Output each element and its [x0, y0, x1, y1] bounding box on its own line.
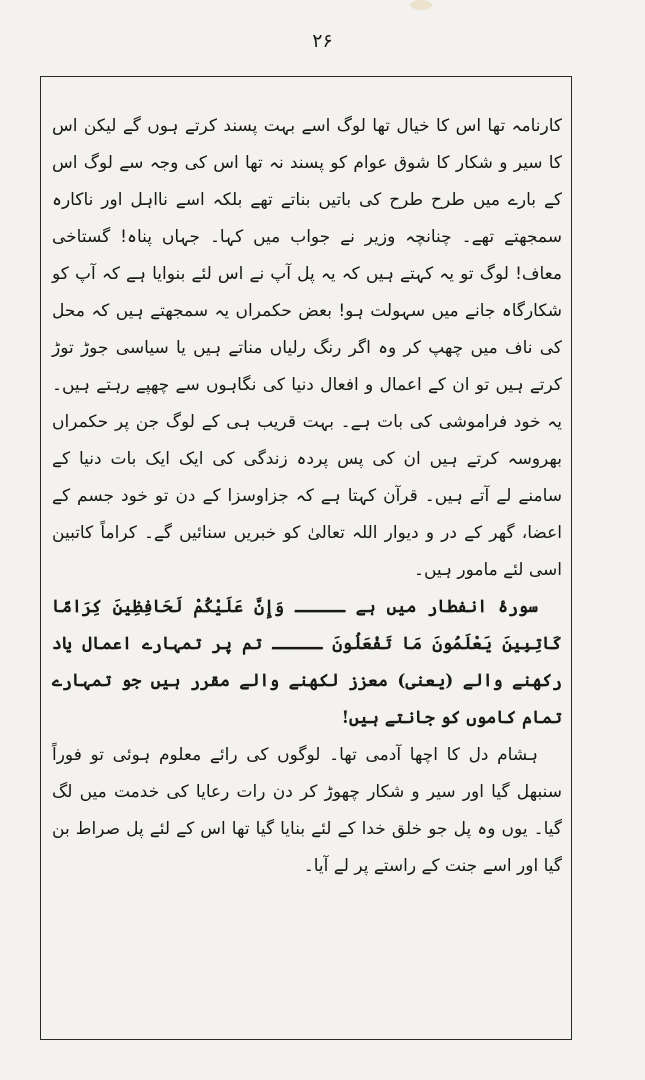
paragraph-1: کارنامہ تھا اس کا خیال تھا لوگ اسے بہت پسند کرتے ہوں گے لیکن اس کا سیر و شکار کا شوق عوام کو پسند نہ تھا اس کی وجہ سے لوگ اس کے بارے میں طرح طرح کی باتیں بناتے تھے بلکہ اسے نااہل اور ناکارہ سمجھتے تھے۔ چنانچہ وزیر نے جواب میں کہا۔ جہاں پناہ! گستاخی معاف! لوگ تو یہ کہتے ہیں کہ یہ پل آپ نے اس لئے بنوایا ہے کہ آپ کو شکارگاہ جانے میں سہولت ہو! بعض حکمراں یہ سمجھتے ہیں کہ محل کی ناف میں چھپ کر وہ اگر رنگ رلیاں مناتے ہیں یا سیاسی جوڑ توڑ کرتے ہیں تو ان کے اعمال و افعال دنیا کی نگاہوں سے چھپے رہتے ہیں۔ یہ خود فراموشی کی بات ہے۔ بہت قریب ہی کے لوگ جن پر حکمراں بھروسہ کرتے ہیں ان کی پس پردہ زندگی کی ایک ایک بات دنیا کے سامنے لے آتے ہیں۔ قرآن کہتا ہے کہ جزاوسزا کے دن تو خود جسم کے اعضا، گھر کے در و دیوار اللہ تعالیٰ کو خبریں سنائیں گے۔ کراماً کاتبین اسی لئے مامور ہیں۔ — [52, 116, 562, 580]
page-number: ۲۶ — [312, 30, 333, 52]
paragraph-3: ہشام دل کا اچھا آدمی تھا۔ لوگوں کی رائے معلوم ہوئی تو فوراً سنبھل گیا اور سیر و شکار چھوڑ کر دن رات رعایا کی خدمت میں لگ گیا۔ یوں وہ پل جو خلق خدا کے لئے بنایا گیا تھا اس کے لئے پل صراط بن گیا اور اسے جنت کے راستے پر لے آیا۔ — [52, 745, 562, 876]
paper-stain — [410, 0, 432, 10]
paragraph-2-quran-quote: سورۂ انفطار میں ہے ـــــ وَإِنَّ عَلَيْكُمْ لَحَافِظِينَ كِرَامًا كَاتِبِينَ يَعْلَمُونَ مَا تَفْعَلُونَ ـــــ تم پر تمہارے اعمال یاد رکھنے والے (یعنی) معزز لکھنے والے مقرر ہیں جو تمہارے تمام کاموں کو جانتے ہیں! — [52, 597, 562, 728]
page-body — [52, 108, 562, 885]
